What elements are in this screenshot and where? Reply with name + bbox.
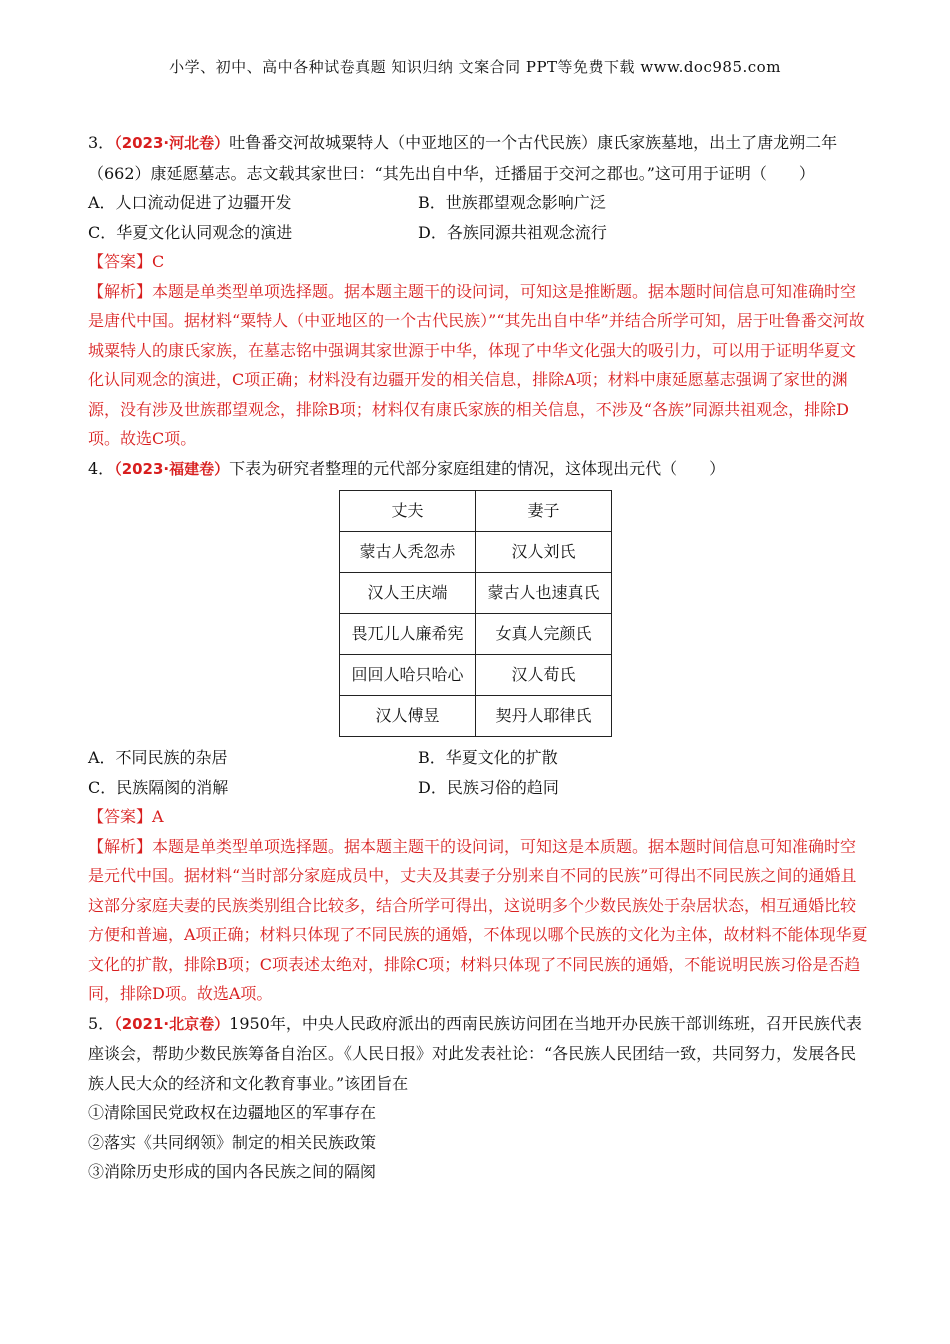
- table-row: [340, 655, 612, 696]
- table-row: [340, 696, 612, 737]
- question-4-analysis: 【解析】本题是单类型单项选择题。据本题主题干的设问词，可知这是本质题。据本题时间信息可知准确时空是元代中国。据材料“当时部分家庭成员中，丈夫及其妻子分别来自不同的民族”可得出不同民族之间的通婚且这部分家庭夫妻的民族类别组合比较多，结合所学可得出，这说明多个少数民族处于杂居状态，相互通婚比较方便和普遍，A项正确；材料只体现了不同民族的通婚，不体现以哪个民族的文化为主体，故材料不能体现华夏文化的扩散，排除B项；C项表述太绝对，排除C项；材料只体现了不同民族的通婚，不能说明民族习俗是否趋同，排除D项。故选A项。: [88, 836, 868, 1003]
- table-cell: 畏兀儿人廉希宪: [340, 614, 476, 655]
- question-number: 3．: [88, 133, 115, 152]
- table-cell: 蒙古人也速真氏: [476, 573, 612, 614]
- statement-1: ①清除国民党政权在边疆地区的军事存在: [88, 1103, 377, 1122]
- question-number: 4．: [88, 458, 115, 478]
- option-a: A．不同民族的杂居: [88, 748, 228, 767]
- question-4-options: [88, 743, 868, 802]
- question-3-answer: 【答案】C: [88, 252, 165, 271]
- table-cell: 回回人哈只哈心: [340, 655, 476, 696]
- table-cell: 汉人荀氏: [476, 655, 612, 696]
- statement-3: ③消除历史形成的国内各民族之间的隔阂: [88, 1162, 377, 1181]
- table-row: [340, 573, 612, 614]
- table-cell: 汉人傅昱: [340, 696, 476, 737]
- option-c: C．民族隔阂的消解: [88, 777, 229, 797]
- option-d: D．民族习俗的趋同: [418, 777, 559, 797]
- table-header-cell: 妻子: [476, 491, 612, 532]
- table-header-row: [340, 491, 612, 532]
- table-row: [340, 532, 612, 573]
- table-cell: 汉人刘氏: [476, 532, 612, 573]
- family-table: [339, 490, 612, 737]
- table-header-cell: 丈夫: [340, 491, 476, 532]
- table-cell: 汉人王庆端: [340, 573, 476, 614]
- question-3-stem: [88, 128, 868, 188]
- question-source-tag: （2023·河北卷）: [114, 134, 230, 152]
- question-3-options: [88, 188, 868, 247]
- option-b: B．世族郡望观念影响广泛: [418, 193, 606, 212]
- option-b: B．华夏文化的扩散: [418, 748, 558, 767]
- statement-2: ②落实《共同纲领》制定的相关民族政策: [88, 1132, 377, 1152]
- table-cell: 蒙古人秃忽赤: [340, 532, 476, 573]
- table-row: [340, 614, 612, 655]
- question-text: 下表为研究者整理的元代部分家庭组建的情况，这体现出元代（ ）: [229, 458, 726, 478]
- table-cell: 契丹人耶律氏: [476, 696, 612, 737]
- option-c: C．华夏文化认同观念的演进: [88, 222, 293, 242]
- option-a: A．人口流动促进了边疆开发: [88, 193, 292, 212]
- document-body: [88, 128, 868, 1187]
- question-4-answer: 【答案】A: [88, 807, 164, 826]
- question-number: 5．: [88, 1013, 115, 1033]
- option-d: D．各族同源共祖观念流行: [418, 222, 607, 242]
- question-5-stem: [88, 1009, 868, 1099]
- question-3-analysis: 【解析】本题是单类型单项选择题。据本题主题干的设问词，可知这是推断题。据本题时间信息可知准确时空是唐代中国。据材料“粟特人（中亚地区的一个古代民族）”“其先出自中华”并结合所学可知，居于吐鲁番交河故城粟特人的康氏家族，在墓志铭中强调其家世源于中华，体现了中华文化强大的吸引力，可以用于证明华夏文化认同观念的演进，C项正确；材料没有边疆开发的相关信息，排除A项；材料中康延愿墓志强调了家世的渊源，没有涉及世族郡望观念，排除B项；材料仅有康氏家族的相关信息，不涉及“各族”同源共祖观念，排除D项。故选C项。: [88, 281, 865, 448]
- question-4-stem: [88, 454, 868, 485]
- question-text: 1950年，中央人民政府派出的西南民族访问团在当地开办民族干部训练班，召开民族代表座谈会，帮助少数民族筹备自治区。《人民日报》对此发表社论：“各民族人民团结一致，共同努力，发展各民族人民大众的经济和文化教育事业。”该团旨在: [88, 1013, 862, 1093]
- question-text: 吐鲁番交河故城粟特人（中亚地区的一个古代民族）康氏家族墓地，出土了唐龙朔二年（662）康延愿墓志。志文载其家世曰：“其先出自中华，迁播届于交河之郡也。”这可用于证明（ ）: [88, 133, 838, 183]
- question-source-tag: （2021·北京卷）: [114, 1014, 230, 1033]
- page-header: 小学、初中、高中各种试卷真题 知识归纳 文案合同 PPT等免费下载 www.doc985.com: [169, 58, 781, 76]
- question-source-tag: （2023·福建卷）: [114, 459, 230, 478]
- table-cell: 女真人完颜氏: [476, 614, 612, 655]
